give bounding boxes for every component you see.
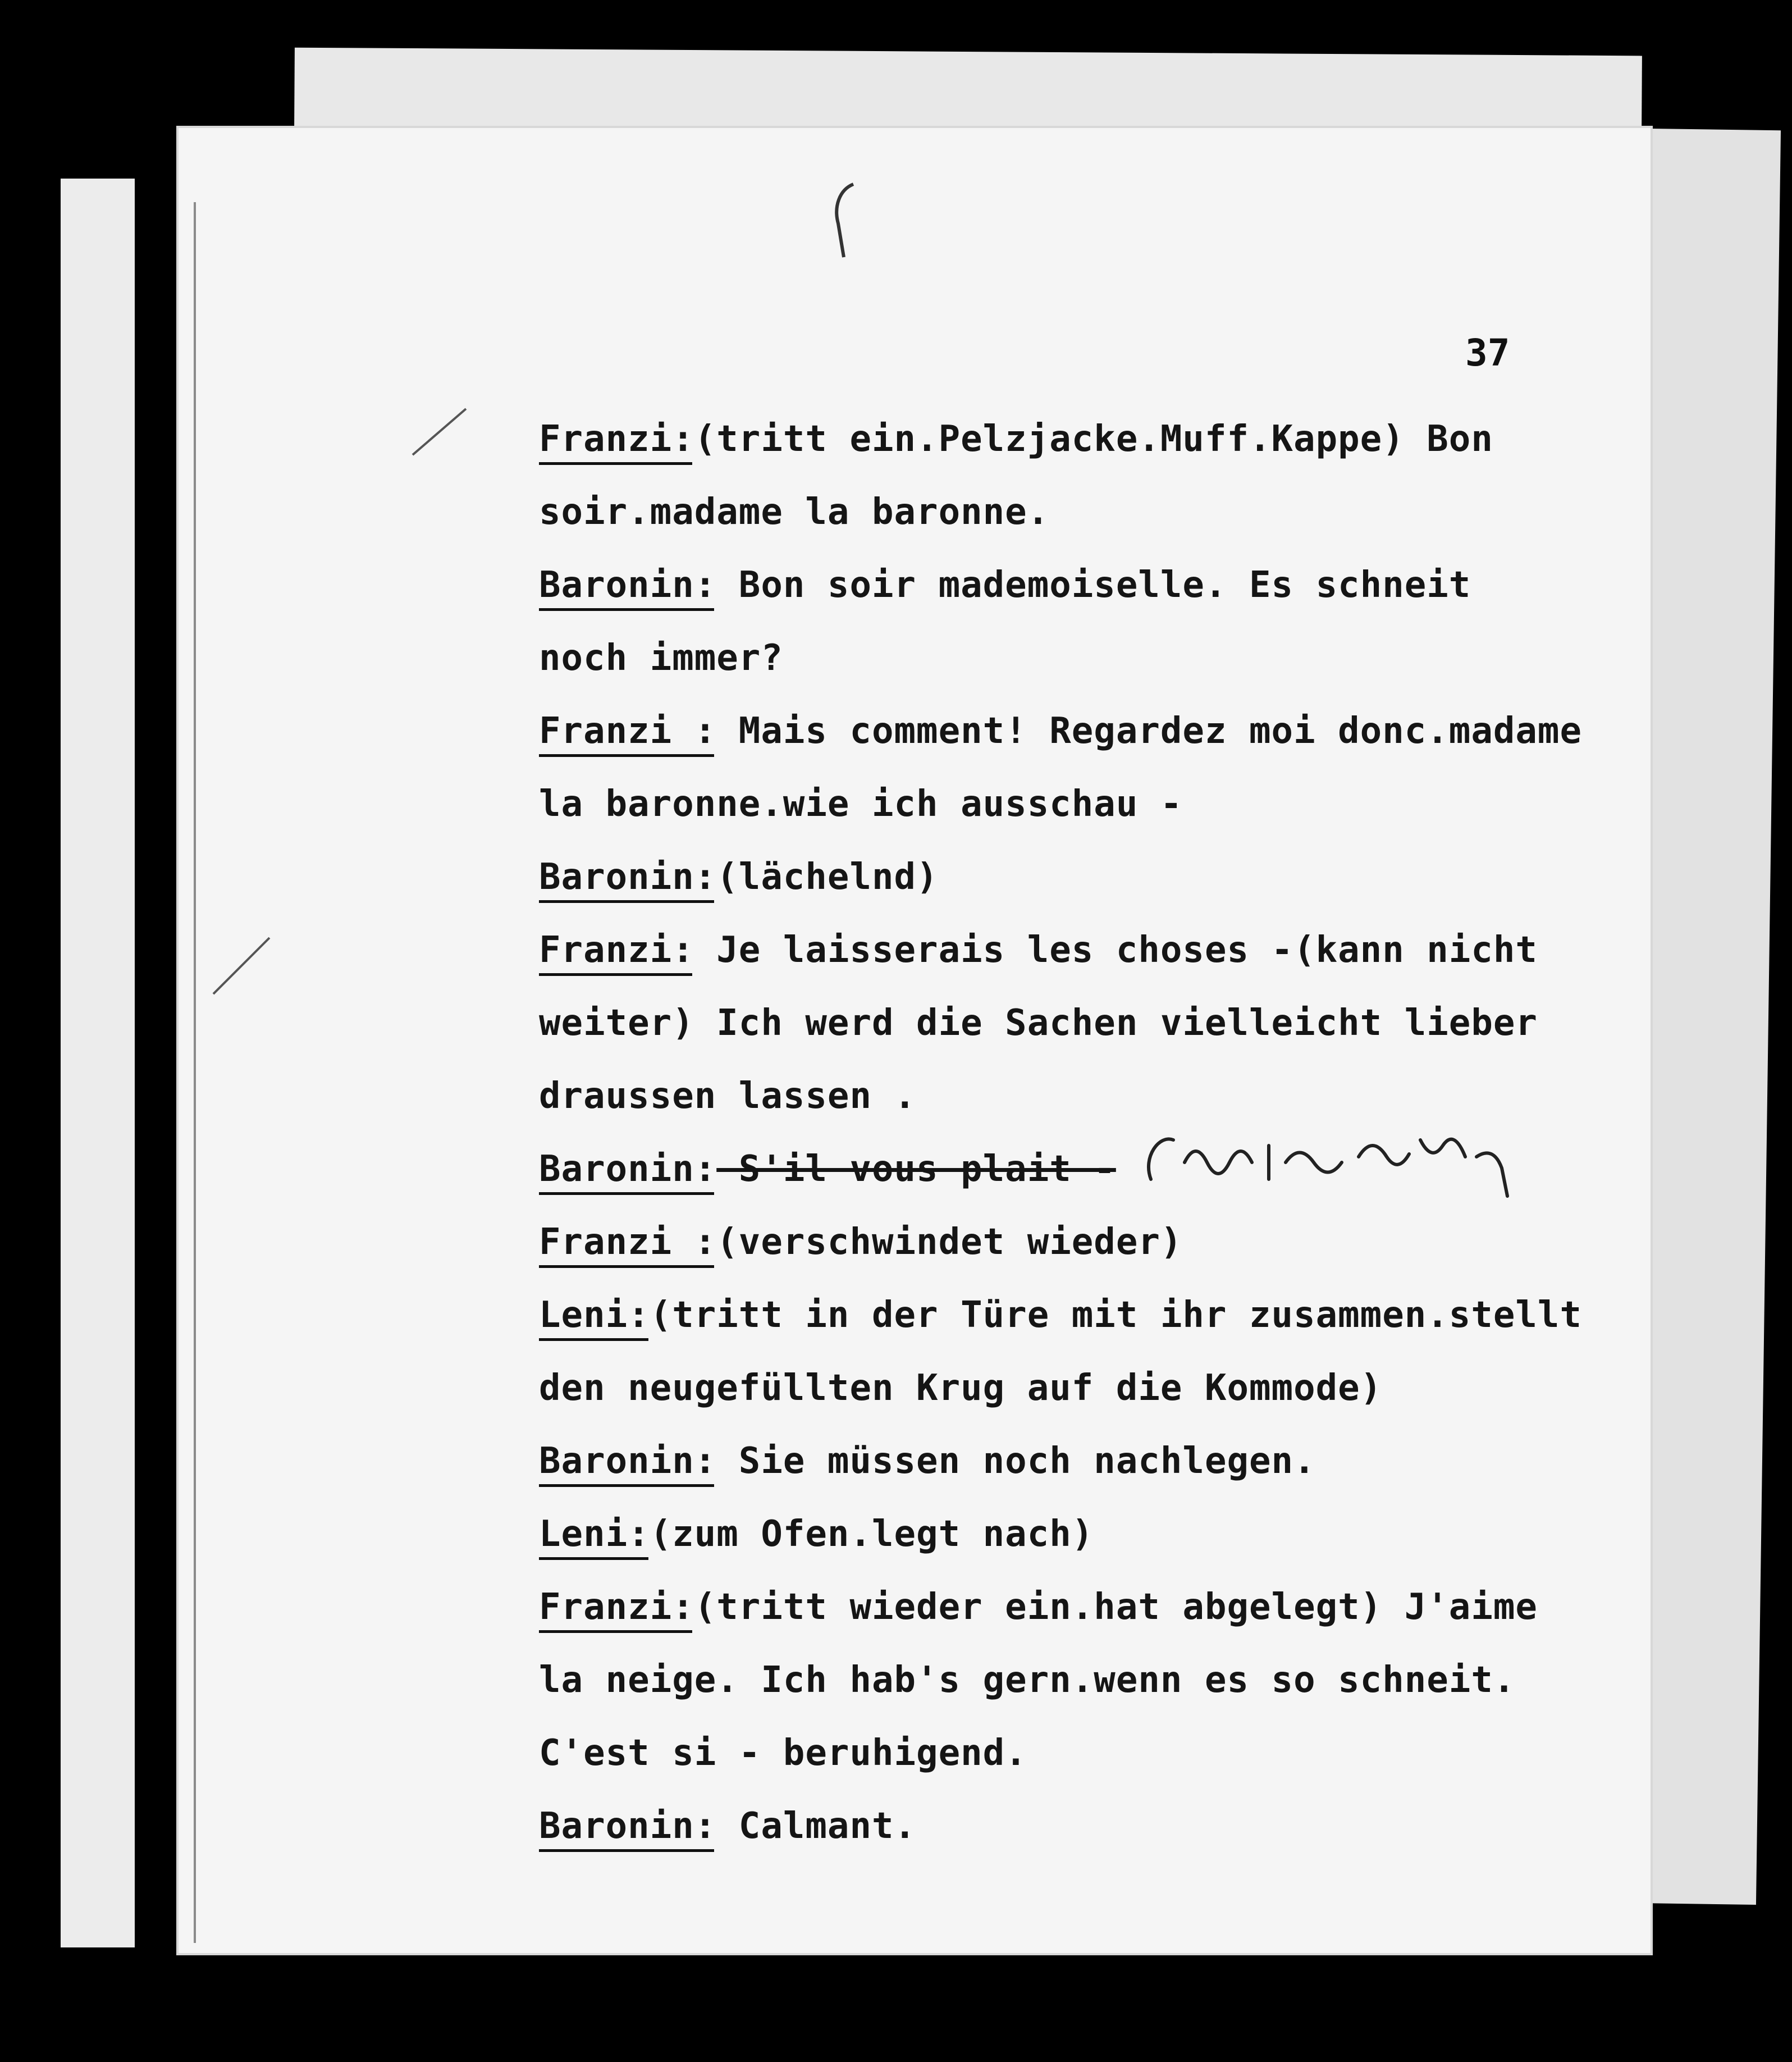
speaker-underline (539, 1849, 714, 1852)
typescript-line (539, 564, 1471, 606)
line-text: la baronne.wie ich ausschau - (539, 783, 1183, 825)
typescript-line (539, 710, 1582, 752)
typescript-line (539, 1002, 1538, 1044)
back-sheet-left (61, 179, 135, 1947)
typescript-line (539, 1440, 1316, 1482)
line-text: draussen lassen . (539, 1075, 917, 1117)
speaker-name: Baronin: (539, 1148, 717, 1190)
line-text: Sie müssen noch nachlegen. (716, 1440, 1316, 1482)
handwritten-annotation (1134, 1117, 1538, 1213)
speaker-underline (539, 608, 714, 611)
line-text: weiter) Ich werd die Sachen vielleicht lieber (539, 1002, 1538, 1044)
typescript-line (539, 783, 1182, 825)
typescript-line (539, 1148, 1116, 1190)
speaker-underline (539, 1630, 692, 1633)
line-text: Bon soir mademoiselle. Es schneit (716, 564, 1471, 606)
page-number: 37 (1465, 331, 1510, 375)
line-text: noch immer? (539, 637, 783, 679)
typescript-line (539, 418, 1493, 460)
typescript-line (539, 491, 1049, 533)
line-text: soir.madame la baronne. (539, 491, 1050, 533)
line-text: den neugefüllten Krug auf die Kommode) (539, 1367, 1383, 1409)
line-text: (tritt in der Türe mit ihr zusammen.stellt (650, 1294, 1582, 1336)
line-text: la neige. Ich hab's gern.wenn es so schneit. (539, 1659, 1516, 1701)
margin-mark (404, 404, 472, 460)
speaker-underline (539, 973, 692, 976)
speaker-name: Baronin: (539, 1440, 717, 1482)
speaker-underline (539, 1192, 714, 1195)
speaker-underline (539, 1557, 648, 1560)
typescript-line (539, 1513, 1094, 1555)
line-text: (verschwindet wieder) (716, 1221, 1183, 1263)
line-text: Je laisserais les choses -(kann nicht (694, 929, 1538, 971)
line-text: C'est si - beruhigend. (539, 1732, 1027, 1774)
typescript-line (539, 1586, 1538, 1628)
speaker-name: Franzi: (539, 929, 694, 971)
typescript-line (539, 1075, 916, 1117)
line-text: (lächelnd) (716, 856, 939, 898)
typescript-line (539, 856, 939, 898)
speaker-name: Leni: (539, 1513, 650, 1555)
margin-mark (202, 932, 275, 1005)
speaker-name: Baronin: (539, 856, 717, 898)
line-text: (tritt ein.Pelzjacke.Muff.Kappe) Bon (694, 418, 1493, 460)
typescript-line (539, 637, 783, 679)
speaker-underline (539, 1484, 714, 1487)
speaker-name: Franzi: (539, 418, 694, 460)
typescript-line (539, 1732, 1027, 1774)
speaker-underline (539, 462, 692, 465)
speaker-underline (539, 1265, 714, 1268)
speaker-name: Leni: (539, 1294, 650, 1336)
line-text: S'il vous plait - (716, 1148, 1116, 1190)
typescript-line (539, 1659, 1515, 1701)
typescript-line (539, 1367, 1382, 1409)
typescript-line (539, 1221, 1182, 1263)
line-text: (zum Ofen.legt nach) (650, 1513, 1094, 1555)
line-text: Calmant. (716, 1805, 917, 1847)
speaker-underline (539, 754, 714, 757)
typescript-line (539, 1294, 1582, 1336)
speaker-name: Franzi : (539, 710, 717, 752)
speaker-name: Franzi : (539, 1221, 717, 1263)
typescript-line (539, 929, 1538, 971)
page-edge-shadow (194, 202, 196, 1943)
speaker-name: Franzi: (539, 1586, 694, 1628)
speaker-name: Baronin: (539, 1805, 717, 1847)
speaker-name: Baronin: (539, 564, 717, 606)
line-text: (tritt wieder ein.hat abgelegt) J'aime (694, 1586, 1538, 1628)
typescript-line (539, 1805, 916, 1847)
pencil-tick (828, 179, 867, 263)
speaker-underline (539, 1338, 648, 1341)
line-text: Mais comment! Regardez moi donc.madame (716, 710, 1582, 752)
speaker-underline (539, 900, 714, 903)
